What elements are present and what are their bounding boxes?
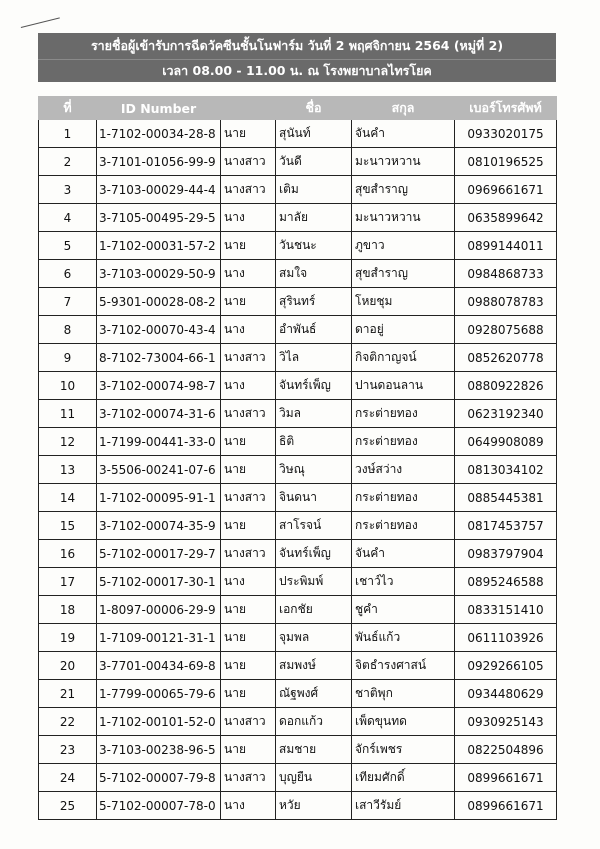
cell-title: นางสาว	[221, 484, 276, 512]
cell-last-name: เพ็ดขุนทด	[352, 708, 455, 736]
column-header-title	[221, 97, 276, 120]
table-row	[39, 456, 557, 484]
cell-phone: 0983797904	[455, 540, 557, 568]
cell-id-number: 3-7102-00074-31-6	[97, 400, 221, 428]
cell-id-number: 5-7102-00017-30-1	[97, 568, 221, 596]
cell-first-name: ดอกแก้ว	[276, 708, 352, 736]
cell-last-name: จันคำ	[352, 540, 455, 568]
cell-first-name: ธิติ	[276, 428, 352, 456]
cell-title: นางสาว	[221, 540, 276, 568]
cell-last-name: เทียมศักดิ์	[352, 764, 455, 792]
cell-id-number: 1-7102-00095-91-1	[97, 484, 221, 512]
cell-phone: 0810196525	[455, 148, 557, 176]
cell-first-name: จันทร์เพ็ญ	[276, 372, 352, 400]
cell-no: 2	[39, 148, 97, 176]
page-subtitle: เวลา 08.00 - 11.00 น. ณ โรงพยาบาลไทรโยค	[38, 59, 556, 82]
cell-first-name: สาโรจน์	[276, 512, 352, 540]
cell-last-name: จิตธำรงศาสน์	[352, 652, 455, 680]
cell-title: นางสาว	[221, 400, 276, 428]
cell-phone: 0852620778	[455, 344, 557, 372]
cell-last-name: มะนาวหวาน	[352, 148, 455, 176]
cell-first-name: สุรินทร์	[276, 288, 352, 316]
cell-no: 7	[39, 288, 97, 316]
cell-phone: 0833151410	[455, 596, 557, 624]
cell-first-name: ประพิมพ์	[276, 568, 352, 596]
cell-title: นาย	[221, 456, 276, 484]
cell-last-name: ภูขาว	[352, 232, 455, 260]
cell-last-name: จักร์เพชร	[352, 736, 455, 764]
cell-title: นาย	[221, 736, 276, 764]
cell-no: 17	[39, 568, 97, 596]
cell-no: 19	[39, 624, 97, 652]
cell-first-name: วิมล	[276, 400, 352, 428]
cell-first-name: มาลัย	[276, 204, 352, 232]
table-row	[39, 400, 557, 428]
cell-first-name: เอกชัย	[276, 596, 352, 624]
cell-first-name: หวัย	[276, 792, 352, 820]
cell-phone: 0969661671	[455, 176, 557, 204]
cell-title: นาง	[221, 204, 276, 232]
page-title: รายชื่อผู้เข้ารับการฉีดวัคซีนชั้นโนฟาร์ม วันที่ 2 พฤศจิกายน 2564 (หมู่ที่ 2)	[90, 38, 504, 53]
cell-no: 12	[39, 428, 97, 456]
cell-id-number: 1-8097-00006-29-9	[97, 596, 221, 624]
cell-last-name: ชูคำ	[352, 596, 455, 624]
cell-id-number: 3-7102-00074-98-7	[97, 372, 221, 400]
cell-phone: 0984868733	[455, 260, 557, 288]
cell-id-number: 3-7105-00495-29-5	[97, 204, 221, 232]
cell-id-number: 1-7199-00441-33-0	[97, 428, 221, 456]
column-header-first-name: ชื่อ	[276, 97, 352, 120]
cell-last-name: มะนาวหวาน	[352, 204, 455, 232]
table-row	[39, 204, 557, 232]
cell-no: 11	[39, 400, 97, 428]
cell-no: 22	[39, 708, 97, 736]
cell-last-name: กระต่ายทอง	[352, 512, 455, 540]
cell-title: นางสาว	[221, 708, 276, 736]
cell-id-number: 3-7103-00029-50-9	[97, 260, 221, 288]
document-header	[38, 33, 556, 82]
table-row	[39, 680, 557, 708]
cell-first-name: อำพันธ์	[276, 316, 352, 344]
cell-phone: 0649908089	[455, 428, 557, 456]
cell-title: นาย	[221, 652, 276, 680]
cell-title: นาย	[221, 232, 276, 260]
cell-last-name: ดาอยู่	[352, 316, 455, 344]
cell-no: 16	[39, 540, 97, 568]
cell-id-number: 1-7799-00065-79-6	[97, 680, 221, 708]
cell-phone: 0934480629	[455, 680, 557, 708]
cell-title: นาย	[221, 428, 276, 456]
cell-id-number: 3-7102-00070-43-4	[97, 316, 221, 344]
cell-last-name: เชาว์ไว	[352, 568, 455, 596]
table-row	[39, 316, 557, 344]
cell-no: 21	[39, 680, 97, 708]
cell-last-name: กระต่ายทอง	[352, 400, 455, 428]
cell-no: 15	[39, 512, 97, 540]
cell-first-name: เติม	[276, 176, 352, 204]
cell-id-number: 1-7102-00034-28-8	[97, 120, 221, 148]
cell-first-name: ณัฐพงศ์	[276, 680, 352, 708]
table-row	[39, 484, 557, 512]
cell-no: 8	[39, 316, 97, 344]
table-row	[39, 232, 557, 260]
cell-title: นางสาว	[221, 344, 276, 372]
table-row	[39, 764, 557, 792]
cell-no: 13	[39, 456, 97, 484]
cell-title: นาง	[221, 568, 276, 596]
cell-last-name: วงษ์สว่าง	[352, 456, 455, 484]
cell-title: นาง	[221, 260, 276, 288]
cell-id-number: 1-7102-00031-57-2	[97, 232, 221, 260]
table-row	[39, 288, 557, 316]
column-header-phone: เบอร์โทรศัพท์	[455, 97, 557, 120]
cell-phone: 0899661671	[455, 764, 557, 792]
cell-title: นาย	[221, 624, 276, 652]
cell-first-name: วิไล	[276, 344, 352, 372]
cell-first-name: จันทร์เพ็ญ	[276, 540, 352, 568]
cell-last-name: ปานดอนลาน	[352, 372, 455, 400]
table-row	[39, 652, 557, 680]
table-row	[39, 120, 557, 148]
cell-id-number: 3-7102-00074-35-9	[97, 512, 221, 540]
cell-id-number: 8-7102-73004-66-1	[97, 344, 221, 372]
table-row	[39, 512, 557, 540]
cell-no: 23	[39, 736, 97, 764]
cell-title: นาย	[221, 680, 276, 708]
cell-phone: 0813034102	[455, 456, 557, 484]
cell-first-name: วิษณุ	[276, 456, 352, 484]
cell-first-name: สมชาย	[276, 736, 352, 764]
cell-id-number: 3-7103-00238-96-5	[97, 736, 221, 764]
cell-first-name: บุญยืน	[276, 764, 352, 792]
cell-no: 5	[39, 232, 97, 260]
table-row	[39, 708, 557, 736]
cell-no: 6	[39, 260, 97, 288]
table-row	[39, 792, 557, 820]
cell-id-number: 5-7102-00017-29-7	[97, 540, 221, 568]
table-row	[39, 260, 557, 288]
cell-title: นางสาว	[221, 764, 276, 792]
cell-phone: 0611103926	[455, 624, 557, 652]
cell-id-number: 3-5506-00241-07-6	[97, 456, 221, 484]
table-row	[39, 148, 557, 176]
table-row	[39, 540, 557, 568]
table-row	[39, 372, 557, 400]
cell-first-name: วันดี	[276, 148, 352, 176]
cell-phone: 0899661671	[455, 792, 557, 820]
registrant-table	[38, 96, 557, 820]
cell-phone: 0880922826	[455, 372, 557, 400]
cell-no: 18	[39, 596, 97, 624]
cell-no: 24	[39, 764, 97, 792]
cell-phone: 0635899642	[455, 204, 557, 232]
cell-last-name: สุขสำราญ	[352, 176, 455, 204]
cell-title: นาย	[221, 288, 276, 316]
cell-first-name: สมพงษ์	[276, 652, 352, 680]
cell-phone: 0817453757	[455, 512, 557, 540]
cell-phone: 0885445381	[455, 484, 557, 512]
cell-title: นางสาว	[221, 148, 276, 176]
cell-phone: 0899144011	[455, 232, 557, 260]
cell-no: 1	[39, 120, 97, 148]
cell-no: 20	[39, 652, 97, 680]
cell-phone: 0929266105	[455, 652, 557, 680]
cell-no: 14	[39, 484, 97, 512]
cell-first-name: สมใจ	[276, 260, 352, 288]
cell-title: นาง	[221, 372, 276, 400]
cell-title: นางสาว	[221, 176, 276, 204]
cell-no: 9	[39, 344, 97, 372]
table-row	[39, 176, 557, 204]
cell-phone: 0928075688	[455, 316, 557, 344]
column-header-id: ID Number	[97, 97, 221, 120]
cell-first-name: วันชนะ	[276, 232, 352, 260]
cell-title: นาย	[221, 596, 276, 624]
cell-id-number: 3-7103-00029-44-4	[97, 176, 221, 204]
cell-id-number: 5-7102-00007-79-8	[97, 764, 221, 792]
cell-phone: 0623192340	[455, 400, 557, 428]
cell-last-name: กิจติกาญจน์	[352, 344, 455, 372]
cell-no: 10	[39, 372, 97, 400]
cell-title: นาง	[221, 792, 276, 820]
cell-last-name: จันคำ	[352, 120, 455, 148]
table-row	[39, 596, 557, 624]
cell-phone: 0988078783	[455, 288, 557, 316]
table-row	[39, 624, 557, 652]
cell-last-name: พันธ์แก้ว	[352, 624, 455, 652]
table-header-row	[39, 97, 557, 120]
cell-first-name: สุนันท์	[276, 120, 352, 148]
cell-id-number: 3-7101-01056-99-9	[97, 148, 221, 176]
cell-last-name: กระต่ายทอง	[352, 428, 455, 456]
column-header-no: ที่	[39, 97, 97, 120]
cell-phone: 0822504896	[455, 736, 557, 764]
cell-phone: 0933020175	[455, 120, 557, 148]
cell-first-name: จุมพล	[276, 624, 352, 652]
cell-last-name: กระต่ายทอง	[352, 484, 455, 512]
cell-id-number: 1-7109-00121-31-1	[97, 624, 221, 652]
cell-id-number: 3-7701-00434-69-8	[97, 652, 221, 680]
cell-title: นาย	[221, 512, 276, 540]
cell-no: 25	[39, 792, 97, 820]
cell-title: นาย	[221, 120, 276, 148]
cell-title: นาง	[221, 316, 276, 344]
cell-id-number: 5-7102-00007-78-0	[97, 792, 221, 820]
cell-no: 4	[39, 204, 97, 232]
table-row	[39, 568, 557, 596]
cell-no: 3	[39, 176, 97, 204]
cell-last-name: สุขสำราญ	[352, 260, 455, 288]
table-row	[39, 344, 557, 372]
cell-phone: 0930925143	[455, 708, 557, 736]
table-row	[39, 736, 557, 764]
cell-last-name: เสาวีรัมย์	[352, 792, 455, 820]
cell-last-name: ชาติพุก	[352, 680, 455, 708]
table-row	[39, 428, 557, 456]
column-header-last-name: สกุล	[352, 97, 455, 120]
cell-first-name: จินดนา	[276, 484, 352, 512]
cell-id-number: 1-7102-00101-52-0	[97, 708, 221, 736]
cell-phone: 0895246588	[455, 568, 557, 596]
cell-id-number: 5-9301-00028-08-2	[97, 288, 221, 316]
cell-last-name: โหยชุม	[352, 288, 455, 316]
